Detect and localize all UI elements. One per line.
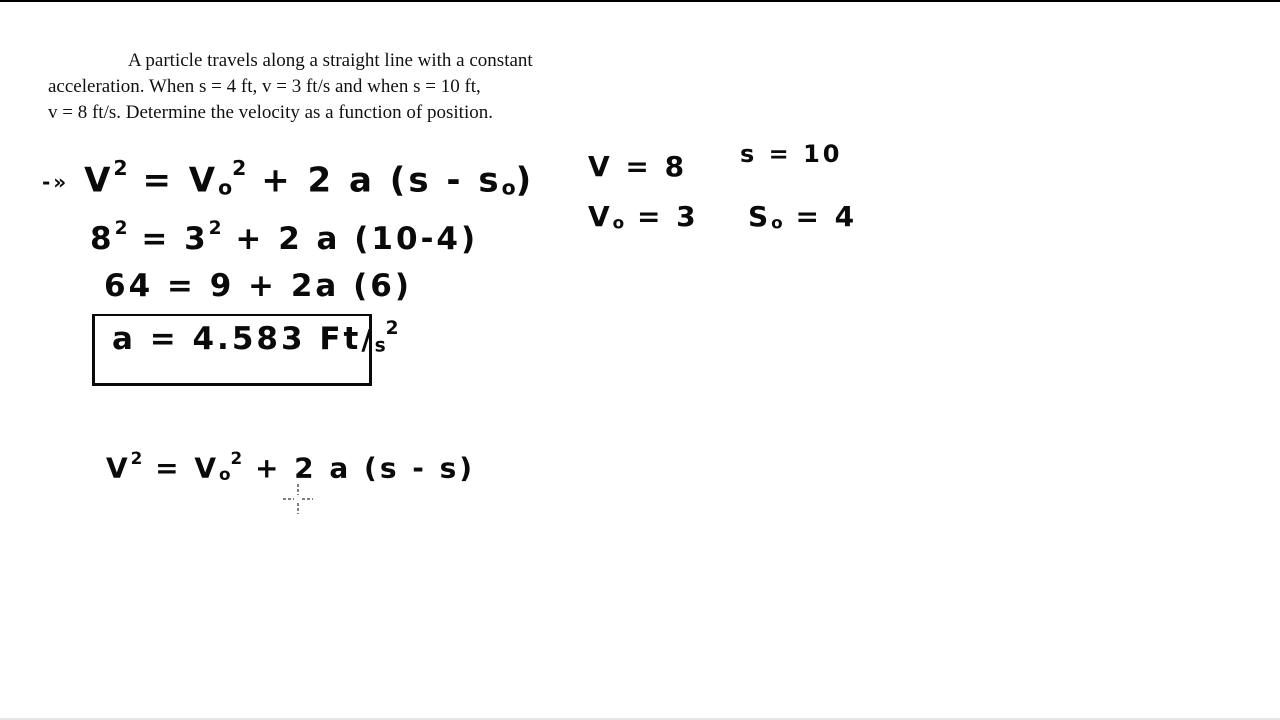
eq1-v: V [84, 160, 114, 201]
equation-3: 64 = 9 + 2a (6) [104, 268, 413, 304]
eq2-exp: 2 [114, 218, 128, 239]
eq4-rest: + 2 a (s - s [254, 451, 460, 485]
given-v0 [588, 200, 699, 233]
given-v0-value: = 3 [636, 200, 699, 233]
eq1-v0-sub: o [218, 175, 233, 200]
eq4-v0-sub: o [219, 463, 231, 484]
result-lhs: a = 4.583 Ft [112, 320, 362, 357]
problem-line-2: acceleration. When s = 4 ft, v = 3 ft/s and when s = 10 ft, [48, 76, 481, 97]
arrow-mark: -» [42, 169, 70, 194]
equation-2 [90, 218, 478, 257]
result-acceleration: a = 4.583 $Ft/_s^2$ [112, 318, 399, 357]
eq2-rest: + 2 a (10-4) [235, 220, 479, 257]
given-s0-value: = 4 [795, 200, 858, 233]
eq1-exp: 2 [113, 156, 128, 180]
eq4-close: ) [459, 451, 476, 485]
eq4-v0-exp: 2 [230, 448, 243, 468]
given-v0-symbol: V [588, 200, 613, 233]
problem-statement [48, 48, 618, 126]
given-s0-sub: o [771, 212, 783, 233]
problem-line-1: A particle travels along a straight line with a constant [128, 50, 533, 71]
equation-4 [106, 448, 475, 484]
eq2-exp2: 2 [208, 218, 222, 239]
equation-1 [42, 156, 534, 200]
given-s0-symbol: S [748, 200, 772, 233]
given-s0 [748, 200, 857, 233]
crosshair-cursor-icon [283, 484, 313, 514]
result-unit-exp: 2 [385, 318, 399, 339]
eq1-equals: = [142, 160, 174, 201]
eq1-rest: + 2 a (s - s [261, 160, 502, 201]
eq2-base: 8 [90, 220, 115, 257]
eq1-close: ) [515, 160, 535, 201]
given-v0-sub: o [612, 212, 625, 233]
eq4-v: V [106, 451, 131, 485]
result-unit-den: s [374, 335, 386, 357]
problem-line-3: v = 8 ft/s. Determine the velocity as a function of position. [48, 102, 493, 123]
eq2-mid: = 3 [141, 220, 209, 257]
given-v: V = 8 [588, 150, 688, 183]
eq1-v0-exp: 2 [232, 156, 247, 180]
eq4-eq: = V [155, 451, 219, 485]
eq1-s0-sub: o [501, 175, 516, 200]
eq1-v0: V [188, 160, 219, 201]
given-s: s = 10 [740, 140, 843, 168]
eq4-exp: 2 [130, 448, 143, 468]
